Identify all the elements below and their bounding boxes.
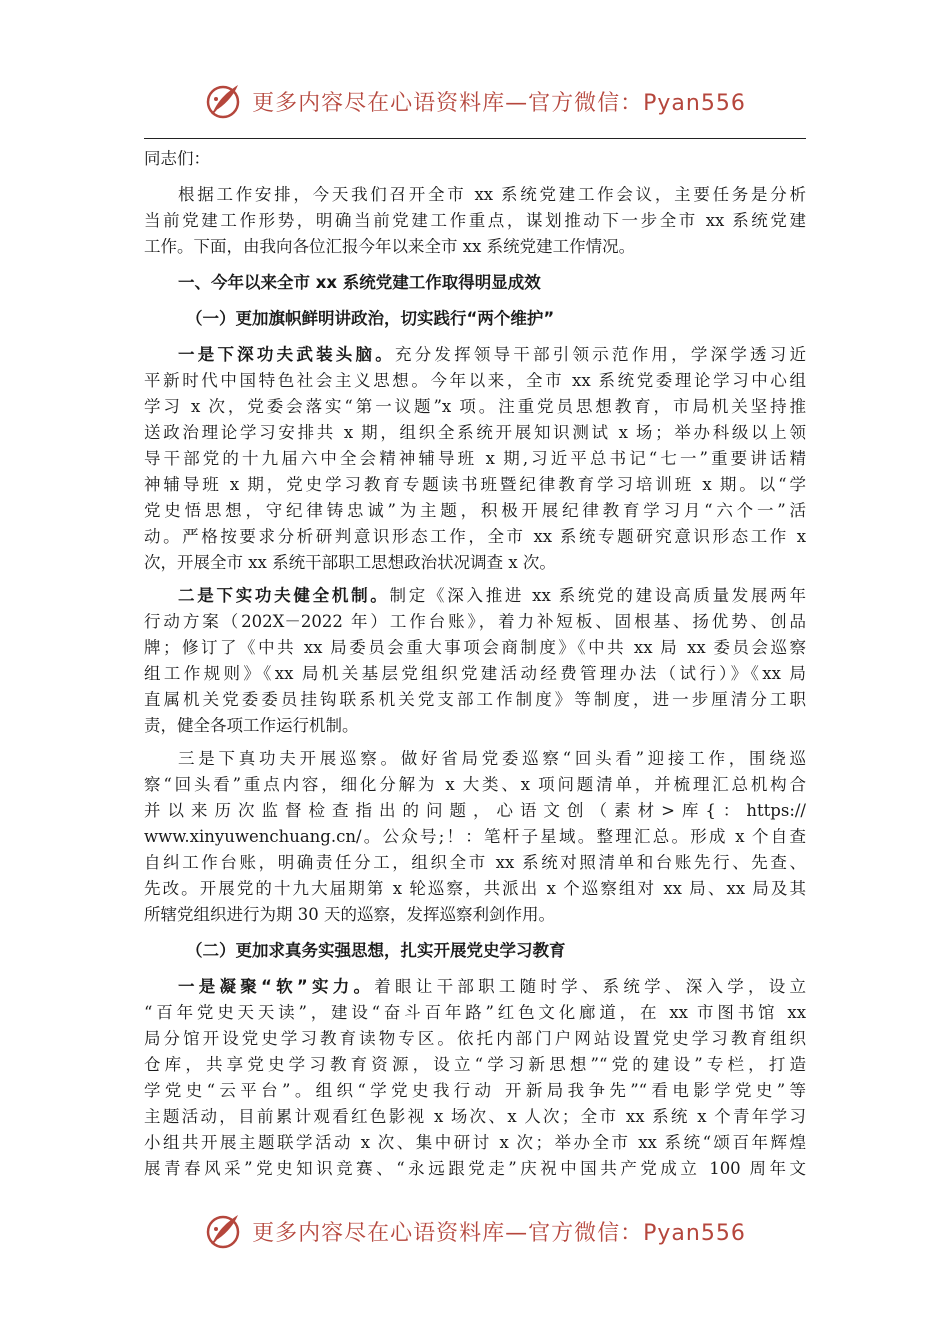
paragraph-line: 一是下深功夫武装头脑。充分发挥领导干部引领示范作用，学深学透习近 [178,345,806,364]
paragraph-line: 责，健全各项工作运行机制。 [144,716,359,735]
paragraph-line: 学习 x 次，党委会落实“第一议题”x 项。注重党员思想教育，市局机关坚持推 [144,397,806,416]
paragraph-line: 三是下真功夫开展巡察。做好省局党委巡察“回头看”迎接工作，围绕巡 [178,749,806,768]
paragraph-line: 神辅导班 x 期，党史学习教育专题读书班暨纪律教育学习培训班 x 期。以“学 [144,475,806,494]
paragraph-line: 先改。开展党的十九大届期第 x 轮巡察，共派出 x 个巡察组对 xx 局、xx 局及其 [144,879,806,898]
document-body [144,146,806,1182]
subsection-heading: （一）更加旗帜鲜明讲政治，切实践行“两个维护” [186,309,555,328]
paragraph-line: 行动方案（202X－2022 年）工作台账》，着力补短板、固根基、扬优势、创品 [144,612,806,631]
paragraph-line: 党史悟思想，守纪律铸忠诚”为主题，积极开展纪律教育学习月“六个一”活 [144,501,806,520]
header-watermark-banner [0,76,950,126]
paragraph-line: 展青春风采”党史知识竞赛、“永远跟党走”庆祝中国共产党成立 100 周年文 [144,1159,806,1178]
banner-text: 更多内容尽在心语资料库—官方微信：Pyan556 [252,90,746,116]
paragraph-line: 二是下实功夫健全机制。制定《深入推进 xx 系统党的建设高质量发展两年 [178,586,806,605]
paragraph-line: 仓库，共享党史学习教育资源，设立“学习新思想”“党的建设”专栏，打造 [144,1055,806,1074]
header-divider [144,138,806,139]
paragraph-line: 动。严格按要求分析研判意识形态工作，全市 xx 系统专题研究意识形态工作 x [144,527,806,546]
banner-text: 更多内容尽在心语资料库—官方微信：Pyan556 [252,1220,746,1246]
paragraph-line: 导干部党的十九届六中全会精神辅导班 x 期,习近平总书记“七一”重要讲话精 [144,449,806,468]
paragraph-line: “百年党史天天读”，建设“奋斗百年路”红色文化廊道，在 xx 市图书馆 xx [144,1003,806,1022]
paragraph-line: 次，开展全市 xx 系统干部职工思想政治状况调查 x 次。 [144,553,556,572]
paragraph-line: 小组共开展主题联学活动 x 次、集中研讨 x 次；举办全市 xx 系统“颂百年辉煌 [144,1133,806,1152]
paragraph-line: 牌；修订了《中共 xx 局委员会重大事项会商制度》《中共 xx 局 xx 委员会巡察 [144,638,806,657]
paragraph-line: 局分馆开设党史学习教育读物专区。依托内部门户网站设置党史学习教育组织 [144,1029,806,1048]
paragraph-line: 一是凝聚“软”实力。着眼让干部职工随时学、系统学、深入学，设立 [178,977,806,996]
footer-watermark-banner [0,1206,950,1256]
paragraph-line: 并以来历次监督检查指出的问题，心语文创（素材>库{：https:// [144,801,806,820]
paragraph-line: 察“回头看”重点内容，细化分解为 x 大类、x 项问题清单，并梳理汇总机构合 [144,775,806,794]
paragraph-line: 学党史“云平台”。组织“学党史我行动 开新局我争先”“看电影学党史”等 [144,1081,806,1100]
paragraph-line: 送政治理论学习安排共 x 期，组织全系统开展知识测试 x 场；举办科级以上领 [144,423,806,442]
paragraph-line: 平新时代中国特色社会主义思想。今年以来，全市 xx 系统党委理论学习中心组 [144,371,806,390]
section-heading: 一、今年以来全市 xx 系统党建工作取得明显成效 [178,273,541,292]
paragraph-lead: 一是下深功夫武装头脑。 [178,345,395,364]
paragraph-lead: 一是凝聚“软”实力。 [178,977,375,996]
paragraph-line: 组工作规则》《xx 局机关基层党组织党建活动经费管理办法（试行）》《xx 局 [144,664,806,683]
intro-line: 根据工作安排，今天我们召开全市 xx 系统党建工作会议，主要任务是分析 [178,185,806,204]
salutation: 同志们： [144,149,210,168]
subsection-heading: （二）更加求真务实强思想，扎实开展党史学习教育 [186,941,566,960]
intro-line: 当前党建工作形势，明确当前党建工作重点，谋划推动下一步全市 xx 系统党建 [144,211,806,230]
paragraph-line: 所辖党组织进行为期 30 天的巡察，发挥巡察利剑作用。 [144,905,555,924]
paragraph-line: 直属机关党委委员挂钩联系机关党支部工作制度》等制度，进一步厘清分工职 [144,690,806,709]
quill-logo-icon [204,1210,246,1252]
paragraph-line: www.xinyuwenchuang.cn/。公众号;！：笔杆子星域。整理汇总。形成 x 个自查 [144,827,806,846]
paragraph-line: 主题活动，目前累计观看红色影视 x 场次、x 人次；全市 xx 系统 x 个青年学习 [144,1107,806,1126]
intro-line: 工作。下面，由我向各位汇报今年以来全市 xx 系统党建工作情况。 [144,237,636,256]
quill-logo-icon [204,80,246,122]
paragraph-lead: 二是下实功夫健全机制。 [178,586,390,605]
paragraph-line: 自纠工作台账，明确责任分工，组织全市 xx 系统对照清单和台账先行、先查、 [144,853,806,872]
